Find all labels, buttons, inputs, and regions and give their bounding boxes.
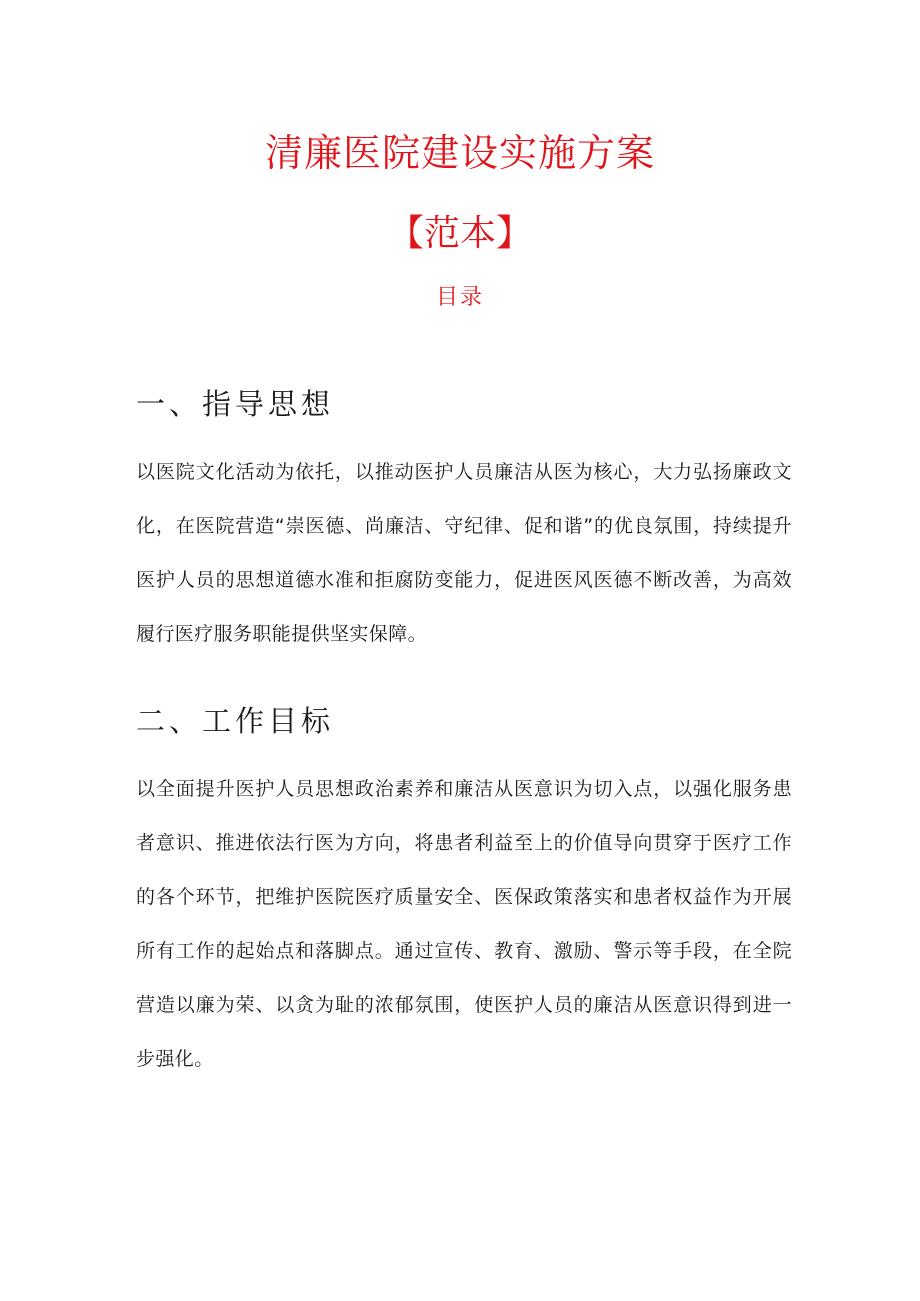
section-heading-guiding-ideology: 一、指导思想 [136,387,335,421]
table-of-contents-label: 目录 [435,285,484,310]
document-subtitle: 【范本】 [387,213,532,254]
document-title: 清廉医院建设实施方案 [264,131,655,175]
section-body-work-goals: 以全面提升医护人员思想政治素养和廉洁从医意识为切入点，以强化服务患者意识、推进依法行医为方向，将患者利益至上的价值导向贯穿于医疗工作的各个环节，把维护医院医疗质量安全、医保政策落实和患者权益作为开展所有工作的起始点和落脚点。通过宣传、教育、激励、警示等手段，在全院营造以廉为荣、以贪为耻的浓郁氛围，使医护人员的廉洁从医意识得到进一步强化。 [136,778,792,1070]
section-body-guiding-ideology: 以医院文化活动为依托，以推动医护人员廉洁从医为核心，大力弘扬廉政文化，在医院营造“崇医德、尚廉洁、守纪律、促和谐”的优良氛围，持续提升医护人员的思想道德水准和拒腐防变能力，促进医风医德不断改善，为高效履行医疗服务职能提供坚实保障。 [136,461,792,645]
section-heading-work-goals: 二、工作目标 [136,704,335,738]
